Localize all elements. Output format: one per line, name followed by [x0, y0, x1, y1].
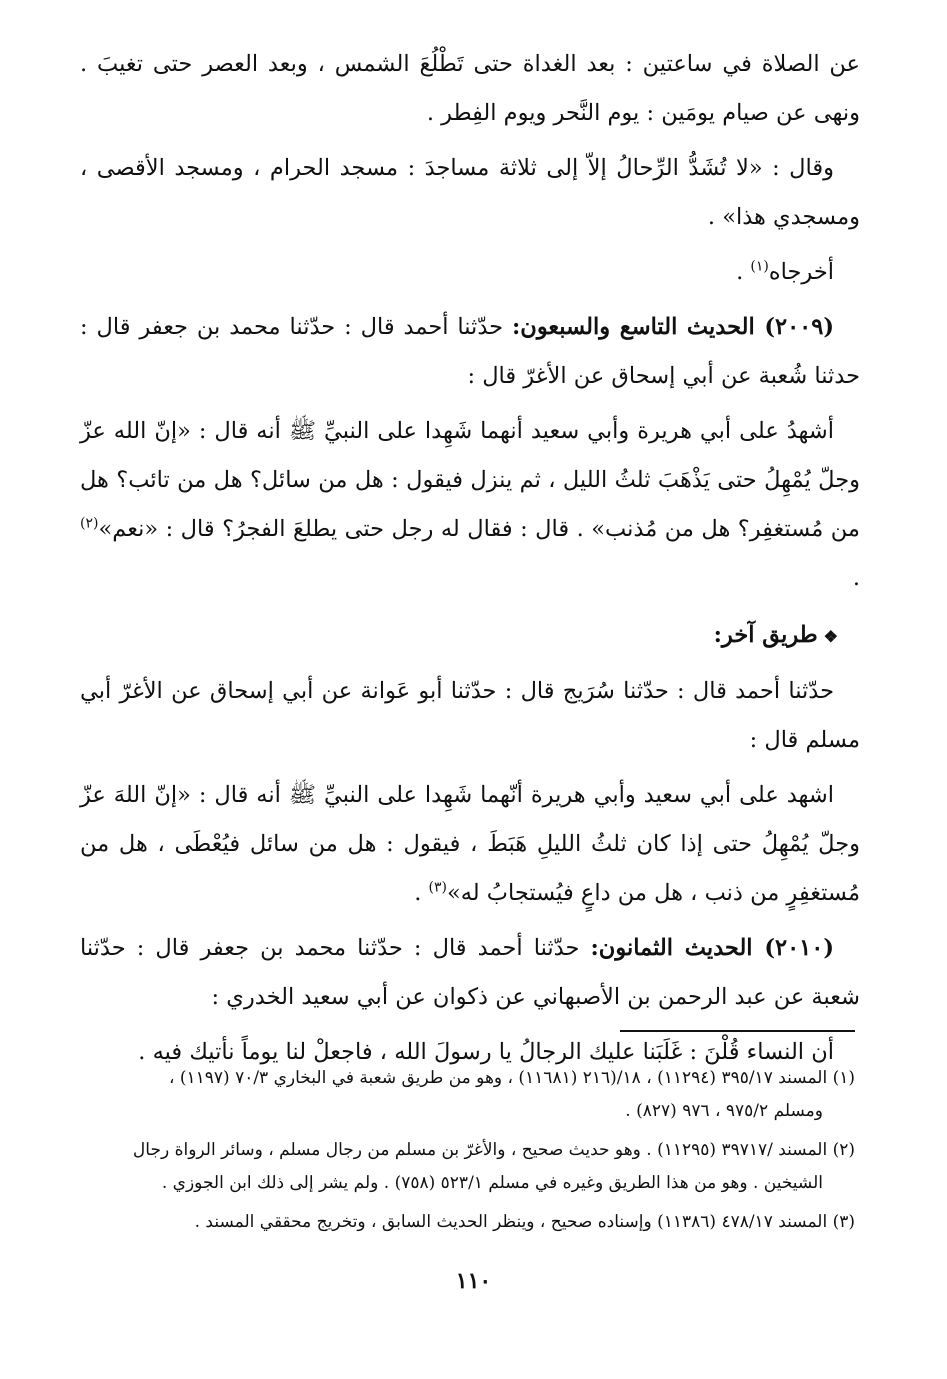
another-route-matn-end: .: [414, 880, 429, 906]
footnote-ref-2: (٢): [80, 515, 99, 532]
footnotes: [80, 1062, 855, 1245]
hadith-2010-matn: أن النساء قُلْنَ : غَلَبَنا عليك الرجالُ يا رسولَ الله ، فاجعلْ لنا يوماً نأتيك فيه .: [138, 1039, 834, 1065]
another-route-matn-text: اشهد على أبي سعيد وأبي هريرة أنّهما شَهِدا على النبيِّ ﷺ أنه قال : «إنّ اللهَ عزّ وجلّ يُمْهِلُ حتى إذا كان ثلثُ الليلِ هَبَطَ ، فيقول : هل من سائل فيُعْطَى ، هل من مُستغفِرٍ من ذنب ، هل من داعٍ فيُستجابُ له»: [80, 782, 860, 906]
hadith-2009-heading: (٢٠٠٩) الحديث التاسع والسبعون:: [511, 314, 834, 340]
footnote-ref-3: (٣): [428, 879, 447, 896]
hadith-2009-matn-end: .: [852, 565, 860, 591]
paragraph-prohibition: عن الصلاة في ساعتين : بعد الغداة حتى تَطْلُعَ الشمس ، وبعد العصر حتى تغيبَ . ونهى عن صيام يومَين : يوم النَّحر ويوم الفِطر .: [80, 51, 860, 126]
another-route-heading: [80, 611, 860, 661]
hadith-2010-heading: (٢٠١٠) الحديث الثمانون:: [590, 935, 834, 961]
hadith-2009-matn: [80, 407, 860, 603]
hadith-2009-isnad: حدّثنا أحمد قال : حدّثنا محمد بن جعفر قال : حدثنا شُعبة عن أبي إسحاق عن الأغرّ قال :: [80, 314, 860, 389]
akhrajah-end: .: [736, 259, 751, 285]
page-number: ١١٠: [455, 1268, 492, 1294]
hadith-2010: [80, 924, 860, 1022]
page-body: [80, 40, 860, 1077]
akhrajah-text: أخرجاه: [768, 259, 834, 285]
another-route-matn: [80, 771, 860, 918]
diamond-icon: ❖: [823, 627, 838, 646]
footnote-1-line-2: ومسلم ٩٧٥/٢ ، ٩٧٦ (٨٢٧) .: [625, 1101, 823, 1121]
hadith-2010-isnad: حدّثنا أحمد قال : حدّثنا محمد بن جعفر قال : حدّثنا شعبة عن عبد الرحمن بن الأصبهاني عن ذكوان عن أبي سعيد الخدري :: [80, 935, 860, 1010]
footnote-divider: [620, 1030, 855, 1032]
another-route-label: طريق آخر:: [713, 622, 818, 648]
another-route-isnad: حدّثنا أحمد قال : حدّثنا سُرَيج قال : حدّثنا أبو عَوانة عن أبي إسحاق عن الأغرّ أبي مسلم قال :: [80, 678, 860, 753]
hadith-2009-matn-text: أشهدُ على أبي هريرة وأبي سعيد أنهما شَهِدا على النبيِّ ﷺ أنه قال : «إنّ الله عزّ وجلّ يُمْهِلُ حتى يَذْهَبَ ثلثُ الليل ، ثم ينزل فيقول : هل من سائل؟ هل من تائب؟ هل من مُستغفِر؟ هل من مُذنب» . قال : فقال له رجل حتى يطلعَ الفجرُ؟ قال : «نعم»: [80, 418, 860, 542]
paragraph-akhrajah: [80, 248, 860, 297]
footnote-1: [80, 1062, 855, 1128]
footnote-2-line-1: (٢) المسند /٣٩٧١٧ (١١٢٩٥) . وهو حديث صحيح ، والأغرّ بن مسلم من رجال مسلم ، وسائر الرواة رجال: [132, 1140, 855, 1160]
paragraph-three-mosques: وقال : «لا تُشَدُّ الرِّحالُ إلاّ إلى ثلاثة مساجدَ : مسجد الحرام ، ومسجد الأقصى ، ومسجدي هذا» .: [80, 155, 860, 230]
footnote-2-line-2: الشيخين . وهو من هذا الطريق وغيره في مسلم ٥٢٣/١ (٧٥٨) . ولم يشر إلى ذلك ابن الجوزي .: [161, 1173, 823, 1193]
hadith-2009: [80, 303, 860, 401]
footnote-1-line-1: (١) المسند ٣٩٥/١٧ (١١٢٩٤) ، ١٨/(٢١٦ (١١٦٨١) ، وهو من طريق شعبة في البخاري ٧٠/٣ (١١٩٧) ،: [168, 1068, 855, 1088]
footnote-ref-1: (١): [750, 258, 769, 275]
footnote-2: [80, 1134, 855, 1200]
footnote-3: (٣) المسند ٤٧٨/١٧ (١١٣٨٦) وإسناده صحيح ، وينظر الحديث السابق ، وتخريج محققي المسند .: [194, 1212, 855, 1232]
